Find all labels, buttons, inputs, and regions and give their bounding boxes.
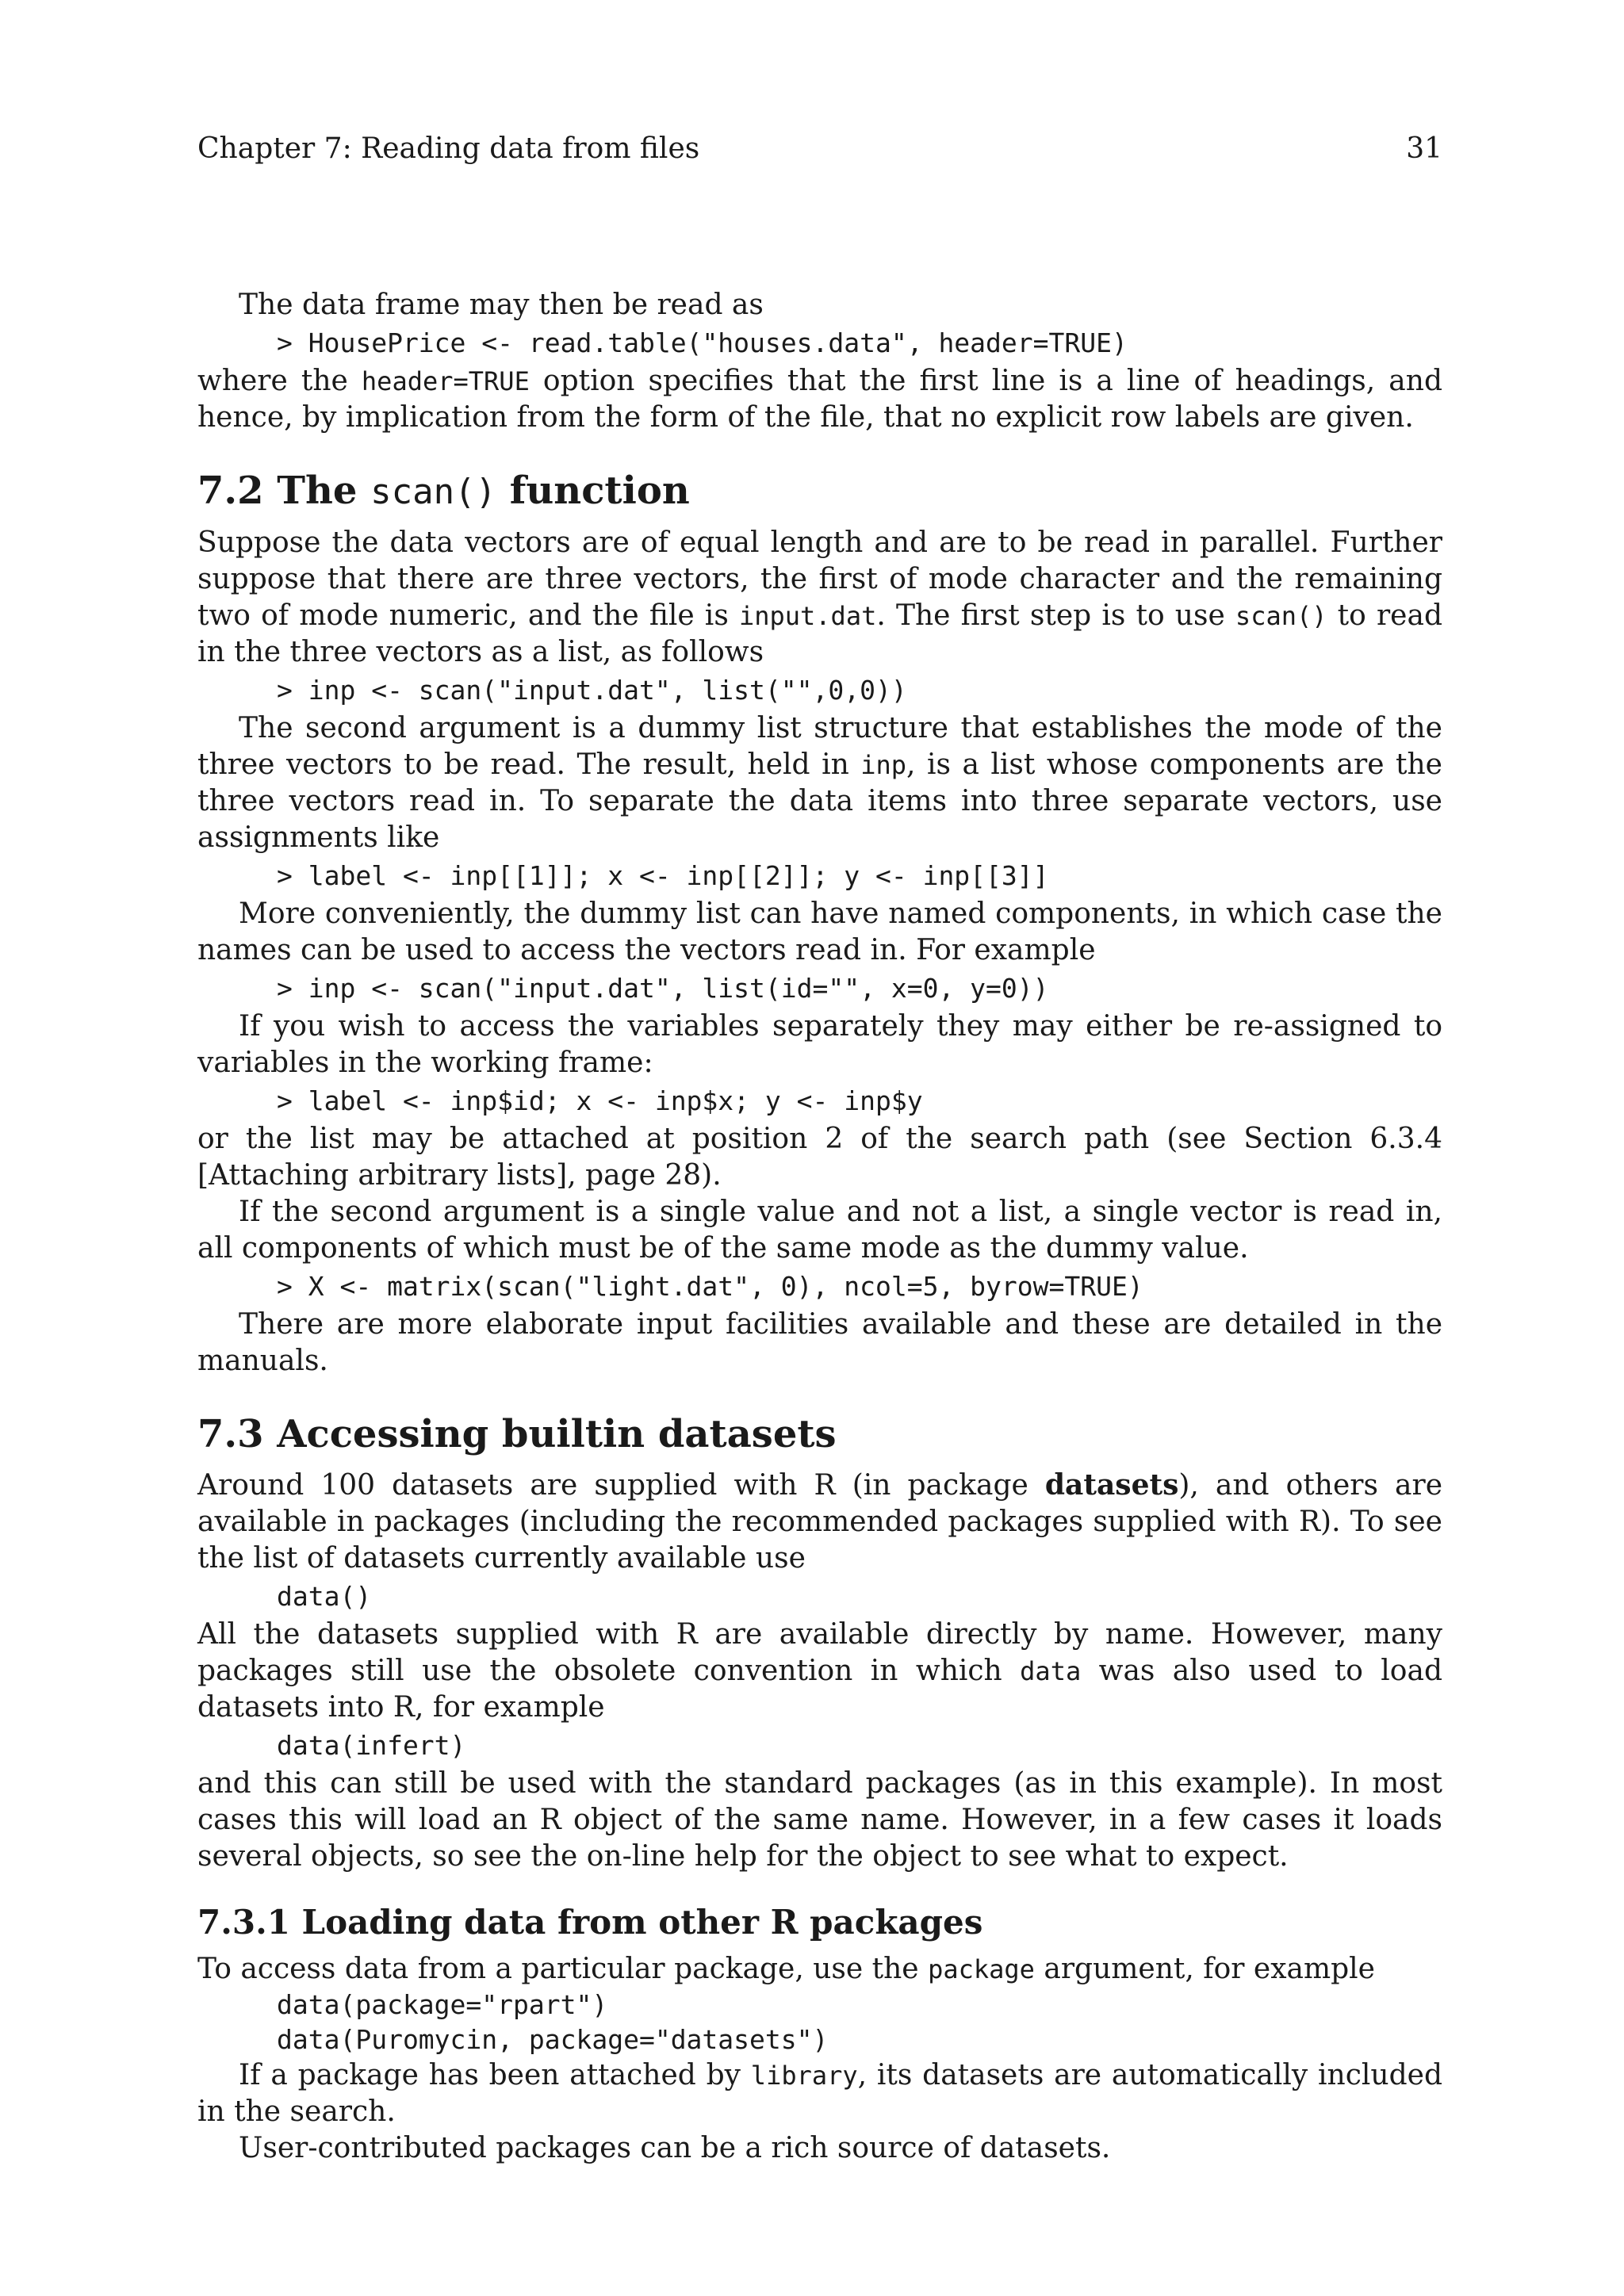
paragraph-text: All the datasets supplied with R are available directly by name. However, many packages still use the obsolete convention in which [197, 1618, 1442, 1687]
page-body [197, 287, 1442, 2167]
bold-term: datasets [1044, 1468, 1179, 1502]
heading-text: function [496, 469, 690, 513]
paragraph: If the second argument is a single value and not a list, a single vector is read in, all components of which must be of the same mode as the dummy value. [197, 1196, 1442, 1265]
running-header [197, 130, 1442, 168]
paragraph-text: to read in the three vectors as a list, as follows [197, 599, 1442, 668]
paragraph: or the list may be attached at position 2 of the search path (see Section 6.3.4 [Attaching arbitrary lists], page 28). [197, 1123, 1442, 1192]
paragraph-text: If a package has been attached by [239, 2059, 751, 2091]
paragraph-text: was also used to load datasets into R, for example [197, 1655, 1442, 1724]
paragraph-text: Around 100 datasets are supplied with R (in package [197, 1469, 1045, 1502]
paragraph-text: Suppose the data vectors are of equal length and are to be read in parallel. Further suppose that there are three vectors, the first of mode character and the remaining two of mode numeric, and the file is [197, 526, 1442, 632]
inline-code: data [1020, 1656, 1082, 1686]
paragraph-text: The second argument is a dummy list structure that establishes the mode of the three vectors to be read. The result, held in [197, 712, 1442, 781]
paragraph: There are more elaborate input facilities available and these are detailed in the manuals. [197, 1308, 1442, 1377]
heading-text: 7.2 The [197, 469, 371, 513]
paragraph [197, 710, 1442, 856]
chapter-title: Chapter 7: Reading data from files [197, 132, 700, 165]
paragraph [197, 2057, 1442, 2130]
paragraph [197, 1467, 1442, 1577]
inline-code: input.dat [738, 601, 877, 631]
inline-code: scan() [1235, 601, 1327, 631]
code-block: data() [277, 1581, 372, 1612]
paragraph-text: To access data from a particular package, use the [197, 1953, 929, 1985]
heading-code: scan() [370, 472, 497, 512]
paragraph-text: , is a list whose components are the three vectors read in. To separate the data items into three separate vectors, use assignments like [197, 748, 1442, 854]
paragraph: If you wish to access the variables separately they may either be re-assigned to variables in the working frame: [197, 1010, 1442, 1079]
code-block: data(package="rpart") [277, 1989, 608, 2020]
paragraph-text: option specifies that the first line is a line of headings, and hence, by implication from the form of the file, that no explicit row labels are given. [197, 365, 1442, 434]
code-block: > X <- matrix(scan("light.dat", 0), ncol=5, byrow=TRUE) [277, 1271, 1143, 1302]
inline-code: inp [860, 750, 907, 780]
code-block: > label <- inp[[1]]; x <- inp[[2]]; y <- inp[[3]] [277, 860, 1049, 891]
paragraph-text: ), and others are available in packages (including the recommended packages supplied with R). To see the list of datasets currently available use [197, 1469, 1442, 1575]
subsection-heading: 7.3.1 Loading data from other R packages [197, 1903, 983, 1942]
paragraph [197, 1951, 1442, 1988]
paragraph [197, 363, 1442, 436]
paragraph-text: argument, for example [1034, 1953, 1375, 1985]
code-block: data(Puromycin, package="datasets") [277, 2024, 829, 2055]
inline-code: package [928, 1954, 1035, 1984]
paragraph-text: . The first step is to use [876, 599, 1235, 632]
section-heading [197, 466, 1442, 517]
paragraph: and this can still be used with the standard packages (as in this example). In most cases this will load an R object of the same name. However, in a few cases it loads several objects, so see the on-line help for the object to see what to expect. [197, 1767, 1442, 1873]
paragraph-text: where the [197, 365, 362, 397]
paragraph: More conveniently, the dummy list can have named components, in which case the names can be used to access the vectors read in. For example [197, 897, 1442, 966]
paragraph-text: The data frame may then be read as [239, 289, 764, 321]
inline-code: library [750, 2061, 858, 2091]
paragraph-text: , its datasets are automatically included in the search. [197, 2059, 1442, 2128]
paragraph [197, 1617, 1442, 1726]
code-block: > inp <- scan("input.dat", list(id="", x=0, y=0)) [277, 973, 1049, 1004]
code-block: > inp <- scan("input.dat", list("",0,0)) [277, 675, 907, 706]
page-number: 31 [1406, 132, 1442, 165]
paragraph: User-contributed packages can be a rich source of datasets. [239, 2132, 1111, 2164]
section-heading: 7.3 Accessing builtin datasets [197, 1412, 837, 1456]
paragraph [197, 525, 1442, 671]
code-block: > HousePrice <- read.table("houses.data", header=TRUE) [277, 327, 1128, 358]
paragraph [197, 287, 1442, 323]
code-block: data(infert) [277, 1730, 466, 1761]
inline-code: header=TRUE [361, 366, 530, 396]
code-block: > label <- inp$id; x <- inp$x; y <- inp$y [277, 1085, 923, 1116]
